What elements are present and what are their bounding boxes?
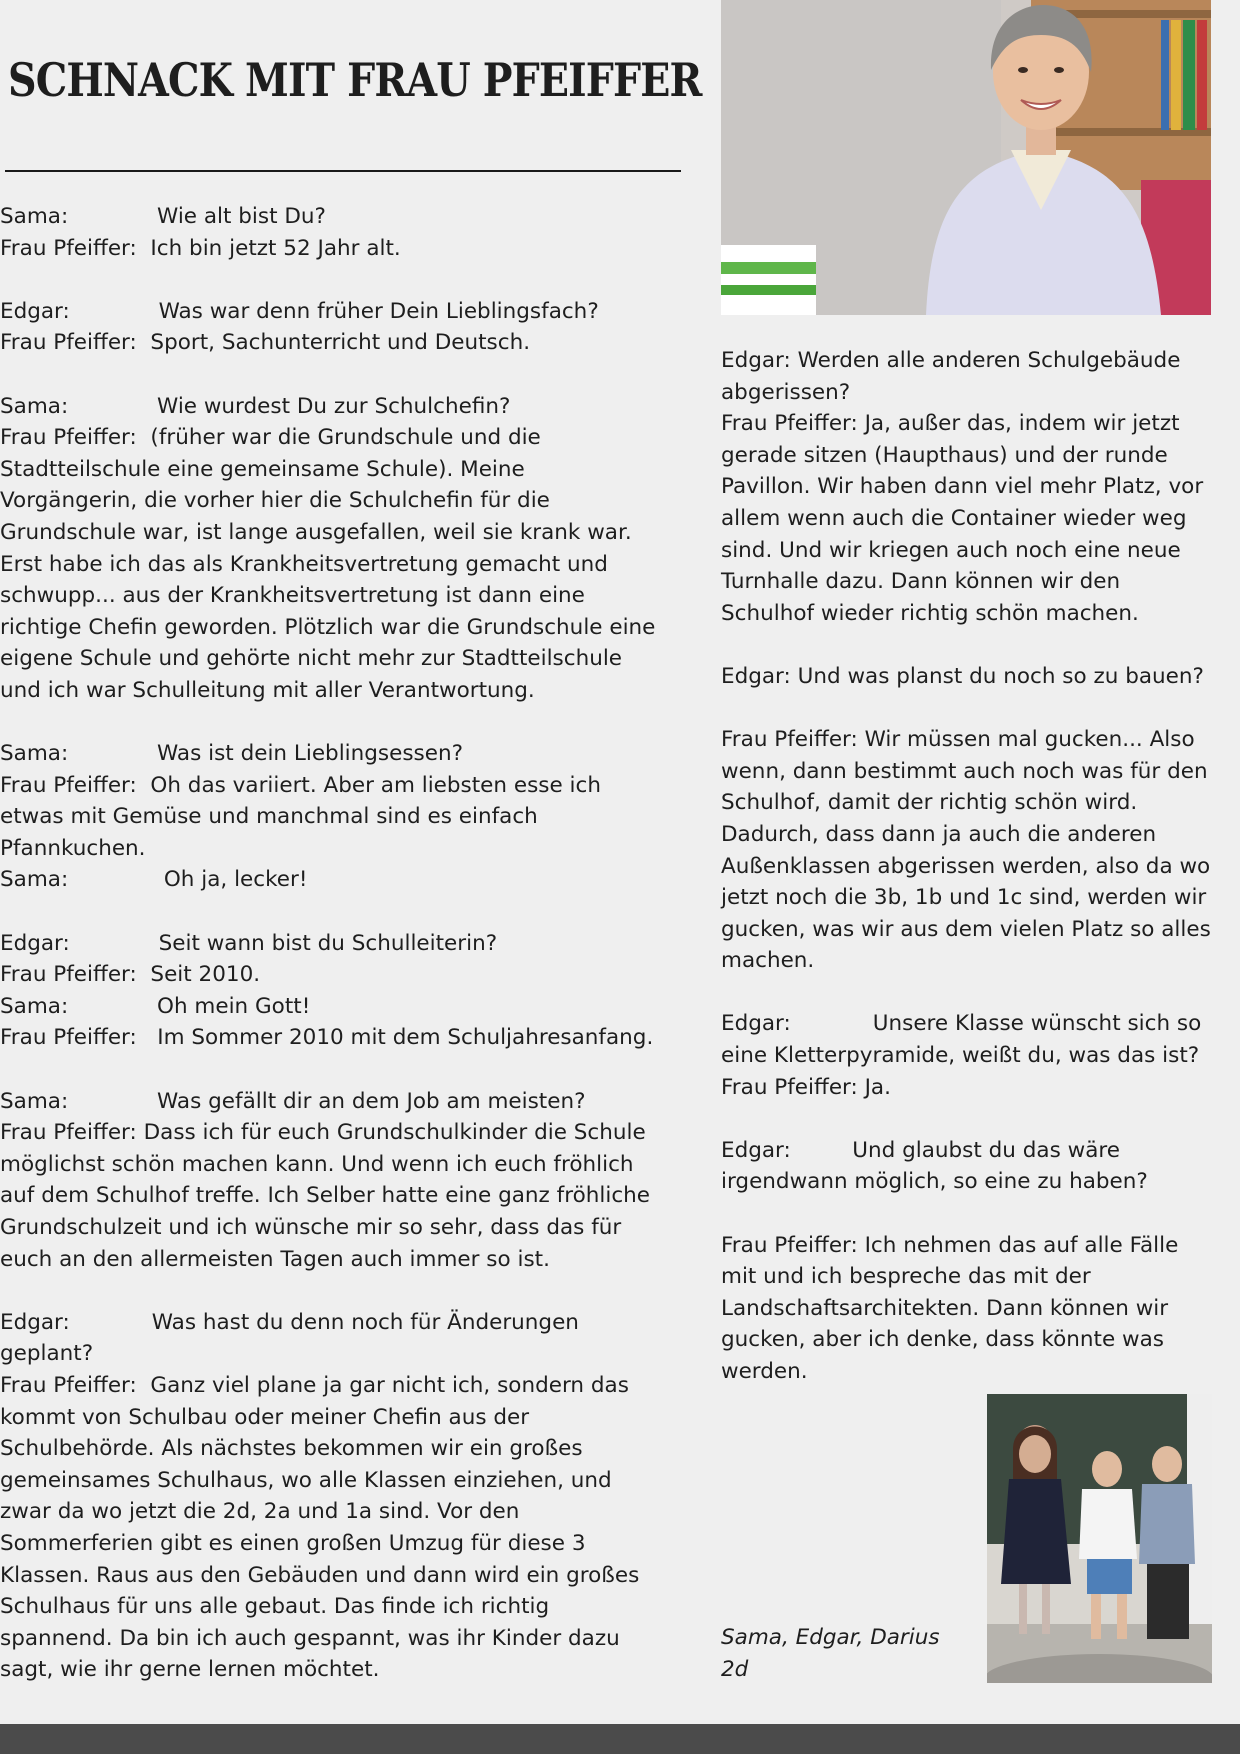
text-line: euch an den allermeisten Tagen auch immer so ist. xyxy=(0,1246,550,1272)
text-line: Edgar: Was war denn früher Dein Lieblingsfach? xyxy=(0,298,599,324)
text-line: spannend. Da bin ich auch gespannt, was ihr Kinder dazu xyxy=(0,1625,620,1651)
paragraph-gap xyxy=(721,1103,1231,1135)
author-names: Sama, Edgar, Darius xyxy=(721,1625,940,1650)
text-line: auf dem Schulhof treffe. Ich Selber hatte eine ganz fröhliche xyxy=(0,1183,651,1209)
text-line: Schulhof, damit der richtig schön wird. xyxy=(721,790,1138,816)
paragraph-gap xyxy=(721,629,1231,661)
text-line: Edgar: Seit wann bist du Schulleiterin? xyxy=(0,930,498,956)
text-line: kommt von Schulbau oder meiner Chefin aus der xyxy=(0,1404,530,1430)
footer-bar xyxy=(0,1724,1240,1754)
text-line: Frau Pfeiffer: Seit 2010. xyxy=(0,962,261,988)
text-line: wenn, dann bestimmt auch noch was für den xyxy=(721,758,1208,784)
text-line: richtige Chefin geworden. Plötzlich war die Grundschule eine xyxy=(0,614,656,640)
text-line: Frau Pfeiffer: Ja, außer das, indem wir jetzt xyxy=(721,411,1180,437)
text-line: schwupp... aus der Krankheitsvertretung ist dann eine xyxy=(0,583,585,609)
text-line: Frau Pfeiffer: Ganz viel plane ja gar nicht ich, sondern das xyxy=(0,1372,629,1398)
text-line: und ich war Schulleitung mit aller Verantwortung. xyxy=(0,677,535,703)
text-line: werden. xyxy=(721,1359,808,1384)
text-line: Frau Pfeiffer: Wir müssen mal gucken... Also xyxy=(721,727,1195,753)
paragraph-gap xyxy=(0,896,680,928)
text-line: irgendwann möglich, so eine zu haben? xyxy=(721,1169,1148,1195)
text-line: Grundschulzeit und ich wünsche mir so sehr, dass das für xyxy=(0,1215,622,1240)
text-line: Schulbehörde. Als nächstes bekommen wir ein großes xyxy=(0,1436,583,1462)
text-line: zwar da wo jetzt die 2d, 2a und 1a sind. Vor den xyxy=(0,1499,520,1525)
text-line: Landschaftsarchitekten. Dann können wir xyxy=(721,1295,1169,1321)
text-line: gemeinsames Schulhaus, wo alle Klassen einziehen, und xyxy=(0,1467,612,1493)
text-line: Pfannkuchen. xyxy=(0,835,146,861)
text-line: Sama: Oh mein Gott! xyxy=(0,993,311,1019)
page-title: SCHNACK MIT FRAU PFEIFFER xyxy=(8,53,702,107)
text-line: Sama: Oh ja, lecker! xyxy=(0,867,308,893)
text-line: Frau Pfeiffer: Ich nehmen das auf alle Fälle xyxy=(721,1232,1179,1258)
paragraph-gap xyxy=(0,359,680,391)
text-line: Edgar: Und glaubst du das wäre xyxy=(721,1137,1120,1163)
text-line: mit und ich bespreche das mit der xyxy=(721,1264,1091,1290)
text-line: möglichst schön machen kann. Und wenn ich euch fröhlich xyxy=(0,1151,634,1177)
text-line: Edgar: Was hast du denn noch für Änderungen xyxy=(0,1309,579,1335)
text-line: Sama: Was ist dein Lieblingsessen? xyxy=(0,741,464,767)
paragraph-gap xyxy=(0,1275,680,1307)
text-line: Frau Pfeiffer: (früher war die Grundschule und die xyxy=(0,425,541,451)
title-divider xyxy=(5,170,681,172)
text-line: Sommerferien gibt es einen großen Umzug für diese 3 xyxy=(0,1530,586,1556)
text-line: Frau Pfeiffer: Sport, Sachunterricht und Deutsch. xyxy=(0,330,531,356)
text-line: gucken, aber ich denke, dass könnte was xyxy=(721,1327,1164,1353)
text-line: Sama: Was gefällt dir an dem Job am meisten? xyxy=(0,1088,586,1114)
text-line: etwas mit Gemüse und manchmal sind es einfach xyxy=(0,804,538,830)
text-line: Stadtteilschule eine gemeinsame Schule). Meine xyxy=(0,456,525,482)
text-line: Sama: Wie wurdest Du zur Schulchefin? xyxy=(0,393,511,419)
text-line: Frau Pfeiffer: Oh das variiert. Aber am liebsten esse ich xyxy=(0,772,601,798)
text-line: Pavillon. Wir haben dann viel mehr Platz, vor xyxy=(721,474,1204,500)
text-line: Frau Pfeiffer: Ja. xyxy=(721,1074,891,1100)
interview-right-column xyxy=(721,345,1231,1388)
text-line: Frau Pfeiffer: Ich bin jetzt 52 Jahr alt. xyxy=(0,235,401,261)
paragraph-gap xyxy=(0,264,680,296)
text-line: Sama: Wie alt bist Du? xyxy=(0,204,326,229)
text-line: abgerissen? xyxy=(721,379,851,405)
text-line: Dadurch, dass dann ja auch die anderen xyxy=(721,821,1157,847)
kids-photo xyxy=(987,1394,1212,1683)
paragraph-gap xyxy=(721,977,1231,1009)
paragraph-gap xyxy=(721,1198,1231,1230)
text-line: sind. Und wir kriegen auch noch eine neue xyxy=(721,537,1181,563)
text-line: Edgar: Werden alle anderen Schulgebäude xyxy=(721,348,1181,373)
text-line: sagt, wie ihr gerne lernen möchtet. xyxy=(0,1657,380,1683)
text-line: Klassen. Raus aus den Gebäuden und dann wird ein großes xyxy=(0,1562,640,1588)
interview-left-column xyxy=(0,201,680,1686)
text-line: Erst habe ich das als Krankheitsvertretung gemacht und xyxy=(0,551,608,577)
text-line: geplant? xyxy=(0,1341,94,1367)
text-line: Vorgängerin, die vorher hier die Schulchefin für die xyxy=(0,488,550,514)
paragraph-gap xyxy=(721,693,1231,725)
text-line: gucken, was wir aus dem vielen Platz so alles xyxy=(721,916,1211,942)
text-line: Außenklassen abgerissen werden, also da wo xyxy=(721,853,1211,879)
paragraph-gap xyxy=(0,707,680,739)
text-line: Schulhof wieder richtig schön machen. xyxy=(721,600,1139,626)
text-line: Grundschule war, ist lange ausgefallen, weil sie krank war. xyxy=(0,519,632,545)
text-line: Frau Pfeiffer: Dass ich für euch Grundschulkinder die Schule xyxy=(0,1120,646,1146)
text-line: Turnhalle dazu. Dann können wir den xyxy=(721,569,1121,595)
text-line: Edgar: Und was planst du noch so zu bauen? xyxy=(721,663,1204,689)
text-line: jetzt noch die 3b, 1b und 1c sind, werden wir xyxy=(721,885,1207,911)
text-line: eine Kletterpyramide, weißt du, was das ist? xyxy=(721,1043,1200,1069)
text-line: Frau Pfeiffer: Im Sommer 2010 mit dem Schuljahresanfang. xyxy=(0,1025,654,1051)
text-line: allem wenn auch die Container wieder weg xyxy=(721,505,1187,531)
author-class: 2d xyxy=(721,1656,749,1682)
text-line: machen. xyxy=(721,948,815,974)
text-line: gerade sitzen (Haupthaus) und der runde xyxy=(721,442,1168,468)
portrait-photo xyxy=(721,0,1211,315)
text-line: eigene Schule und gehörte nicht mehr zur Stadtteilschule xyxy=(0,646,623,672)
author-credit xyxy=(721,1622,940,1685)
text-line: Schulhaus für uns alle gebaut. Das finde ich richtig xyxy=(0,1594,550,1620)
text-line: Edgar: Unsere Klasse wünscht sich so xyxy=(721,1011,1202,1037)
paragraph-gap xyxy=(0,1054,680,1086)
